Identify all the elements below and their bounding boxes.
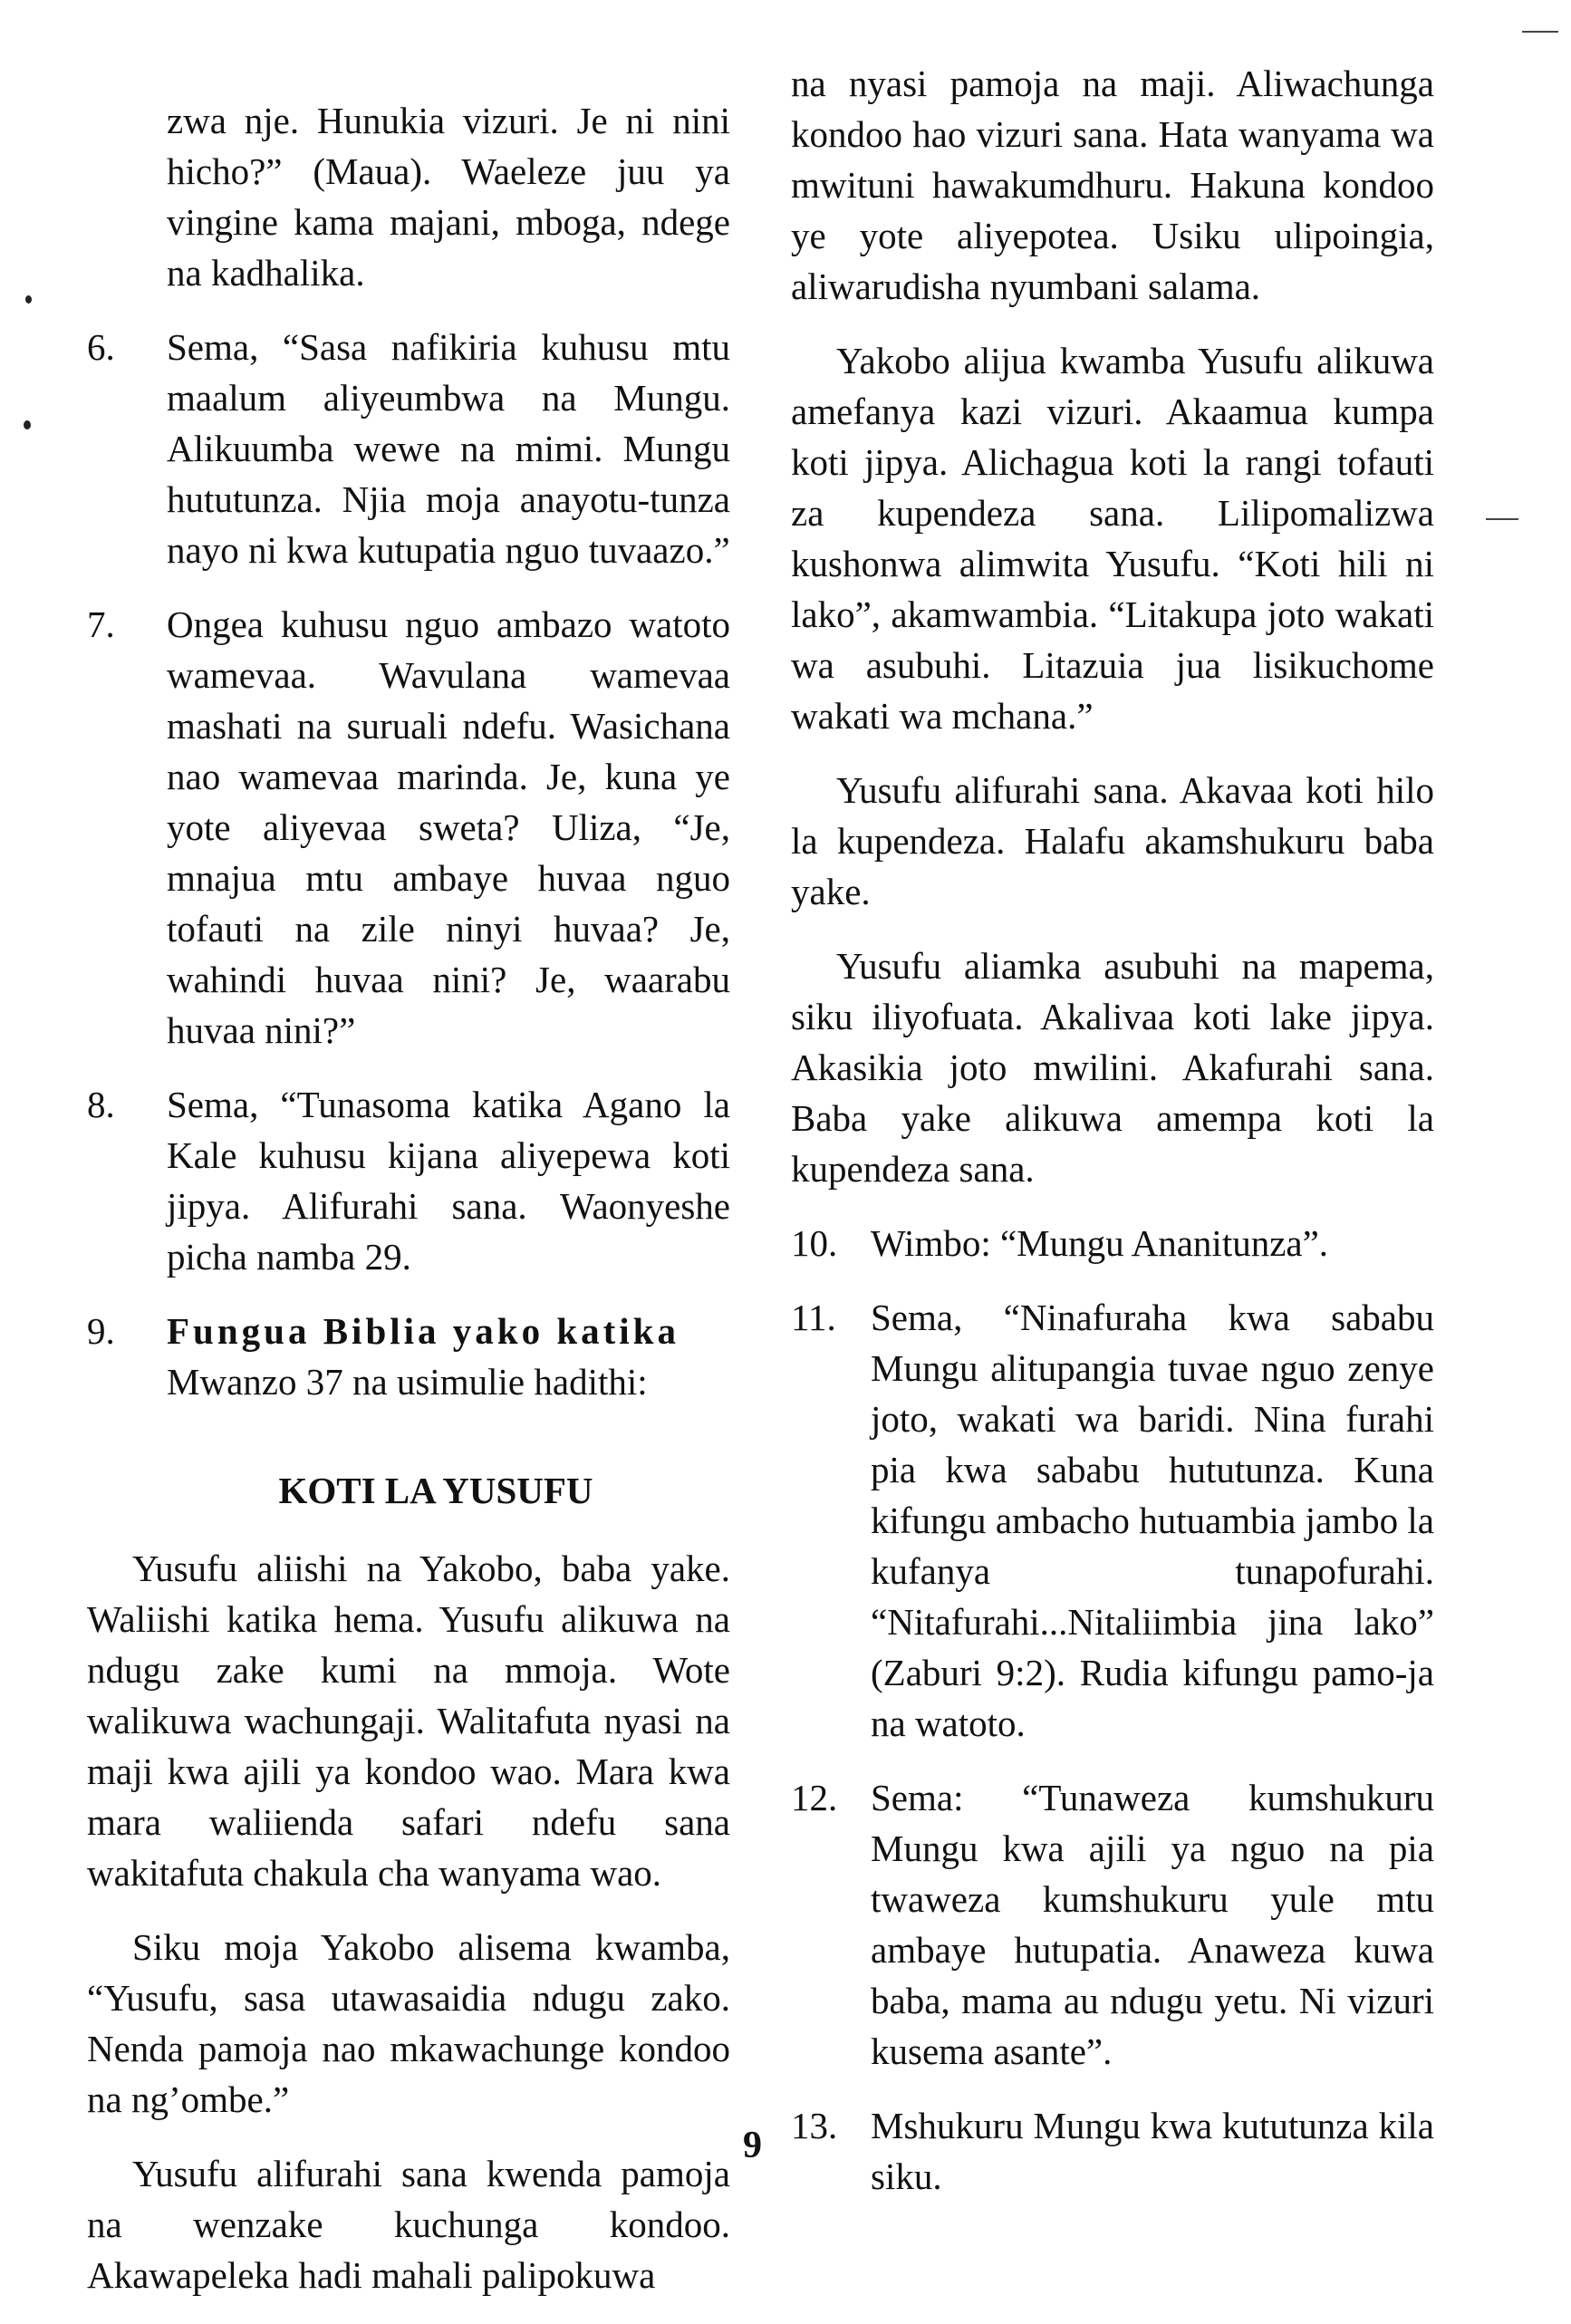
story-paragraph: Yusufu aliishi na Yakobo, baba yake. Waliishi katika hema. Yusufu alikuwa na ndugu zake kumi na mmoja. Wote walikuwa wachungaji. Walitafuta nyasi na maji kwa ajili ya kondoo wao. Mara kwa mara waliienda safari ndefu sana wakitafuta chakula cha wanyama wao. xyxy=(87,1548,730,1894)
list-item-11 xyxy=(791,1292,1434,1749)
item-number: 8. xyxy=(87,1084,115,1125)
page-number: 9 xyxy=(743,2125,762,2166)
margin-mark xyxy=(1522,31,1558,33)
right-column xyxy=(791,58,1434,2225)
item-text: Sema, “Sasa nafikiria kuhusu mtu maalum aliyeumbwa na Mungu. Alikuumba wewe na mimi. Mungu hututunza. Njia moja anayotu-tunza nayo ni kwa kutupatia nguo tuvaazo.” xyxy=(167,326,730,571)
continuation-text: na nyasi pamoja na maji. Aliwachunga kondoo hao vizuri sana. Hata wanyama wa mwituni hawakumdhuru. Hakuna kondoo ye yote aliyepotea. Usiku ulipoingia, aliwarudisha nyumbani salama. xyxy=(791,63,1434,307)
story-paragraph: Yusufu alifurahi sana kwenda pamoja na wenzake kuchunga kondoo. Akawapeleka hadi mahali palipokuwa xyxy=(87,2153,730,2296)
margin-mark xyxy=(1486,518,1518,520)
continuation-text: zwa nje. Hunukia vizuri. Je ni nini hicho?” (Maua). Waeleze juu ya vingine kama majani, mboga, ndege na kadhalika. xyxy=(167,100,730,294)
item-text: Mshukuru Mungu kwa kututunza kila siku. xyxy=(871,2105,1434,2197)
item-text: Sema, “Ninafuraha kwa sababu Mungu alitupangia tuvae nguo zenye joto, wakati wa baridi. Nina furahi pia kwa sababu hututunza. Kuna kifungu ambacho hutuambia jambo la kufanya tunapofurahi. “Nitafurahi...Nitaliimbia jina lako” (Zaburi 9:2). Rudia kifungu pamo-ja na watoto. xyxy=(871,1297,1434,1744)
list-item-13 xyxy=(791,2100,1434,2202)
list-item-12 xyxy=(791,1772,1434,2077)
item-text: Wimbo: “Mungu Ananitunza”. xyxy=(871,1222,1329,1264)
item-number: 6. xyxy=(87,326,115,368)
item-number: 11. xyxy=(791,1297,836,1338)
story-paragraph: Yusufu aliamka asubuhi na mapema, siku iliyofuata. Akalivaa koti lake jipya. Akasikia joto mwilini. Akafurahi sana. Baba yake alikuwa amempa koti la kupendeza sana. xyxy=(791,945,1434,1190)
list-item-10 xyxy=(791,1218,1434,1268)
story-paragraph: Siku moja Yakobo alisema kwamba, “Yusufu, sasa utawasaidia ndugu zako. Nenda pamoja nao mkawachunge kondoo na ng’ombe.” xyxy=(87,1926,730,2120)
item-text-bold: Fungua Biblia yako katika xyxy=(167,1310,679,1352)
story-title: KOTI LA YUSUFU xyxy=(278,1470,593,1511)
list-item-8 xyxy=(87,1079,730,1282)
item-number: 9. xyxy=(87,1310,115,1352)
item-text: Sema: “Tunaweza kumshukuru Mungu kwa ajili ya nguo na pia twaweza kumshukuru yule mtu ambaye hutupatia. Anaweza kuwa baba, mama au ndugu yetu. Ni vizuri kusema asante”. xyxy=(871,1777,1434,2072)
scan-speck xyxy=(25,295,32,304)
story-paragraph: Yakobo alijua kwamba Yusufu alikuwa amefanya kazi vizuri. Akaamua kumpa koti jipya. Alichagua koti la rangi tofauti za kupendeza sana. Lilipomalizwa kushonwa alimwita Yusufu. “Koti hili ni lako”, akamwambia. “Litakupa joto wakati wa asubuhi. Litazuia jua lisikuchome wakati wa mchana.” xyxy=(791,340,1434,737)
item-text: Sema, “Tunasoma katika Agano la Kale kuhusu kijana aliyepewa koti jipya. Alifurahi sana. Waonyeshe picha namba 29. xyxy=(167,1084,730,1278)
item-text-cont: Mwanzo 37 na usimulie hadithi: xyxy=(167,1361,648,1403)
item-number: 13. xyxy=(791,2105,838,2146)
item-number: 12. xyxy=(791,1777,838,1818)
scan-speck xyxy=(24,420,31,429)
list-item-6 xyxy=(87,322,730,575)
list-item-7 xyxy=(87,599,730,1056)
item-number: 7. xyxy=(87,603,115,645)
item-text xyxy=(167,1306,730,1407)
story-paragraph: Yusufu alifurahi sana. Akavaa koti hilo la kupendeza. Halafu akamshukuru baba yake. xyxy=(791,769,1434,912)
list-item-9 xyxy=(87,1306,730,1407)
item-number: 10. xyxy=(791,1222,838,1264)
item-text: Ongea kuhusu nguo ambazo watoto wamevaa. Wavulana wamevaa mashati na suruali ndefu. Wasichana nao wamevaa marinda. Je, kuna ye yote aliyevaa sweta? Uliza, “Je, mnajua mtu ambaye huvaa nguo tofauti na zile ninyi huvaa? Je, wahindi huvaa nini? Je, waarabu huvaa nini?” xyxy=(167,603,730,1051)
left-column xyxy=(87,58,730,2324)
